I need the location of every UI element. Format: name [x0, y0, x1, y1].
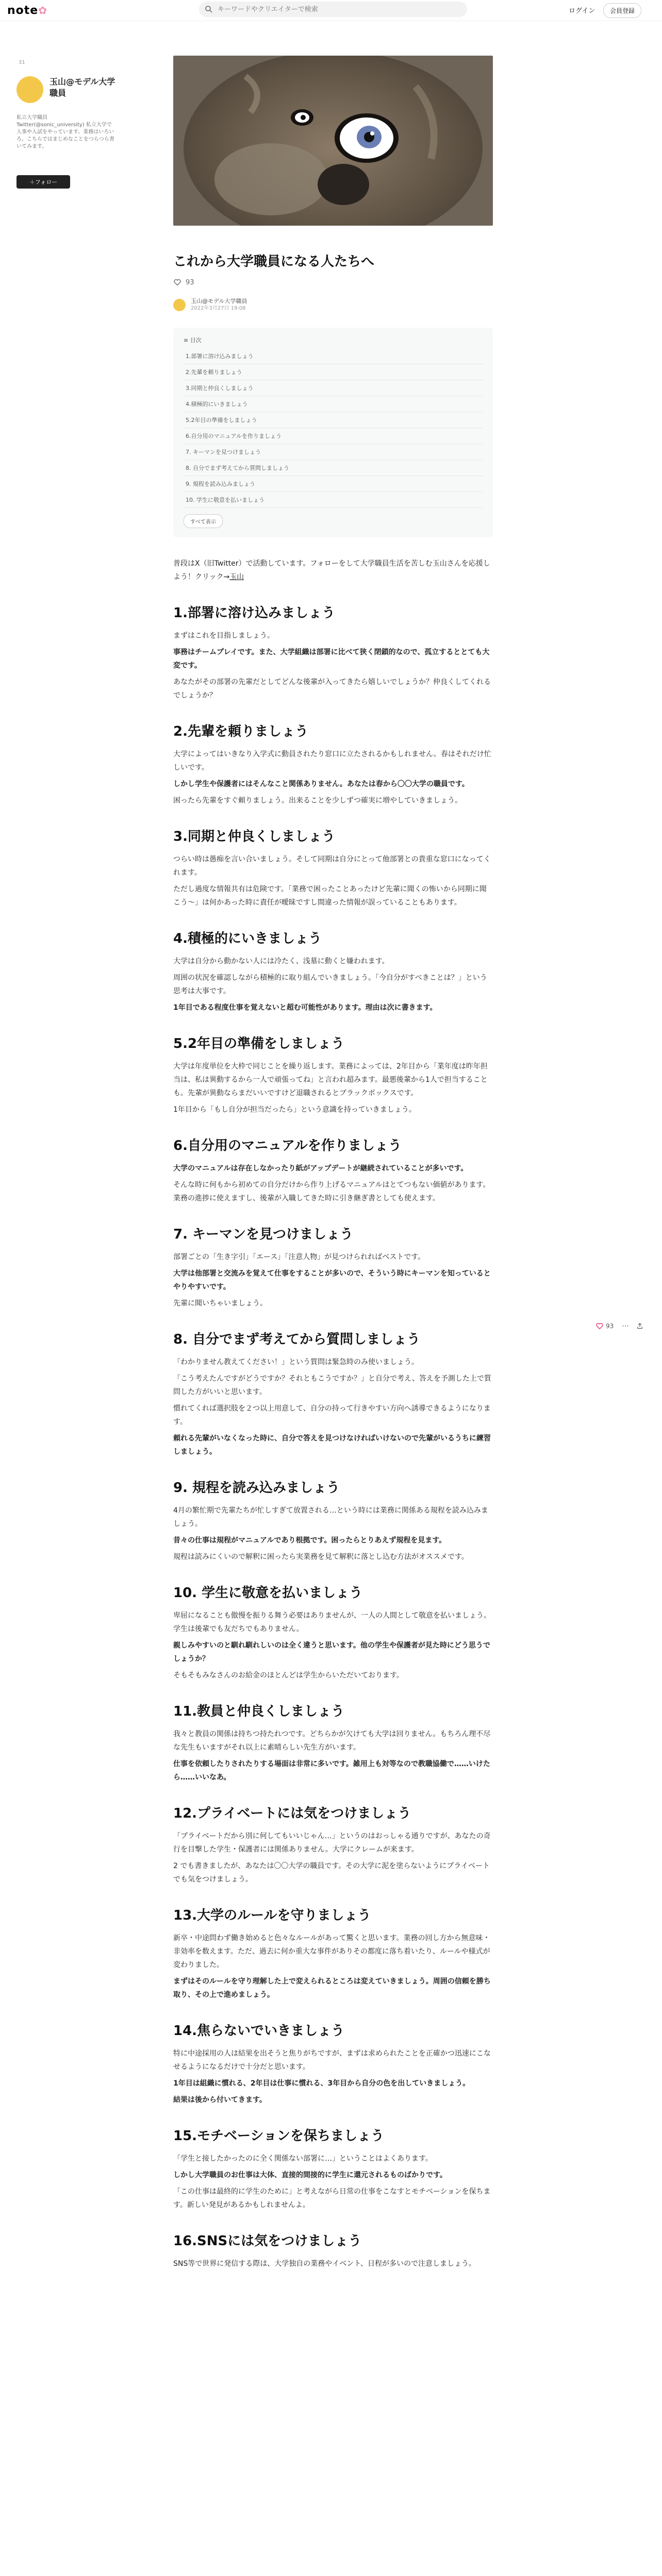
- article-section: [173, 604, 493, 702]
- article-section: [173, 2127, 493, 2212]
- article-title: これから大学職員になる人たちへ: [173, 254, 375, 269]
- section-paragraph: 2 でも書きましたが、あなたは〇〇大学の職員です。その大学に泥を塗らないようにプライベートでも気をつけましょう。: [173, 1862, 490, 1884]
- search-icon: [204, 5, 213, 14]
- section-paragraph: 1年目から「もし自分が担当だったら」という意識を持っていきましょう。: [173, 1106, 416, 1114]
- section-paragraph: 困ったら先輩をすぐ頼りましょう。出来ることを少しずつ確実に増やしていきましょう。: [173, 796, 462, 805]
- section-paragraph: 「プライベートだから別に何してもいいじゃん…」というのはおっしゃる通りですが、あなたの奇行を目撃した学生・保護者には関係ありません。大学にクレームが来ます。: [173, 1832, 491, 1854]
- section-heading: 8. 自分でまず考えてから質問しましょう: [173, 1332, 421, 1347]
- heart-icon[interactable]: [173, 278, 181, 286]
- post-date: 2022年3月27日 19:08: [191, 306, 246, 311]
- section-heading: 9. 規程を読み込みましょう: [173, 1480, 340, 1496]
- like-count: 93: [186, 278, 194, 286]
- section-paragraph: 1年目は組織に慣れる、2年目は仕事に慣れる、3年目から自分の色を出していきましょう。: [173, 2079, 470, 2088]
- toc-item[interactable]: 2.先輩を頼りましょう: [184, 364, 483, 380]
- article-section: [173, 1226, 493, 1310]
- section-paragraph: 昔々の仕事は規程がマニュアルであり根拠です。困ったらとりあえず規程を見ます。: [173, 1536, 446, 1545]
- section-paragraph: そもそもみなさんのお給金のほとんどは学生からいただいております。: [173, 1671, 404, 1680]
- raccoon-dog-photo: [173, 56, 493, 226]
- section-paragraph: しかし学生や保護者にはそんなこと関係ありません。あなたは春から〇〇大学の職員です。: [173, 780, 469, 788]
- section-paragraph: 卑屈になることも傲慢を振りる舞う必要はありませんが、一人の人間として敬意を払いましょう。学生は後輩でも友だちでもありません。: [173, 1612, 491, 1633]
- section-heading: 5.2年目の準備をしましょう: [173, 1036, 345, 1052]
- article-section: [173, 1035, 493, 1116]
- section-heading: 3.同期と仲良くしましょう: [173, 829, 335, 844]
- section-paragraph: 規程は読みにくいので解釈に困ったら実業務を見て解釈に落とし込む方法がオススメです。: [173, 1553, 469, 1561]
- follow-button[interactable]: ＋フォロー: [16, 175, 70, 189]
- toc-item[interactable]: 8. 自分でまず考えてから質問しましょう: [184, 460, 483, 476]
- article-section: [173, 2022, 493, 2107]
- section-paragraph: 我々と教員の関係は持ちつ持たれつです。どちらかが欠けても大学は回りません。もちろん理不尽な先生もいますがそれ以上に素晴らしい先生方がいます。: [173, 1730, 491, 1752]
- toc-item[interactable]: 7. キーマンを見つけましょう: [184, 444, 483, 460]
- author-row: [173, 298, 493, 312]
- section-heading: 4.積極的にいきましょう: [173, 931, 322, 946]
- section-paragraph: まずはそのルールを守り理解した上で変えられるところは変えていきましょう。周囲の信頼を勝ち取り、その上で進めましょう。: [173, 1977, 491, 1999]
- section-paragraph: 大学によってはいきなり入学式に動員されたり窓口に立たされるかもしれません。春はそれだけ忙しいです。: [173, 750, 491, 772]
- sidebar-count: 31: [19, 60, 25, 65]
- floating-like-count: 93: [606, 1323, 614, 1330]
- toc-item[interactable]: 6.自分用のマニュアルを作りましょう: [184, 428, 483, 444]
- section-heading: 6.自分用のマニュアルを作りましょう: [173, 1138, 402, 1154]
- section-paragraph: 頼れる先輩がいなくなった時に、自分で答えを見つけなければいけないので先輩がいるうちに練習しましょう。: [173, 1434, 491, 1456]
- section-heading: 7. キーマンを見つけましょう: [173, 1227, 354, 1242]
- section-paragraph: 「わかりません教えてください！」という質問は緊急時のみ使いましょう。: [173, 1358, 419, 1366]
- section-paragraph: あなたがその部署の先輩だとしてどんな後輩が入ってきたら嬉しいでしょうか？仲良くしてくれるでしょうか？: [173, 678, 491, 700]
- note-logo[interactable]: note✿: [7, 4, 47, 17]
- article-section: [173, 723, 493, 807]
- like-row: [173, 278, 493, 286]
- section-paragraph: 特に中途採用の人は結果を出そうと焦りがちですが、まずは求められたことを正確かつ迅速にこなせるようになるだけで十分だと思います。: [173, 2049, 491, 2071]
- intro-link[interactable]: 玉山: [229, 573, 244, 581]
- article-section: [173, 1331, 493, 1459]
- section-paragraph: ただし過度な情報共有は危険です。「業務で困ったことあったけど先輩に聞くの怖いから同期に聞こう～」は何かあった時に責任が曖昧ですし間違った情報が誤っていることもあります。: [173, 885, 487, 907]
- floating-actions: [595, 1322, 643, 1330]
- section-paragraph: 1年目である程度仕事を覚えないと超む可能性があります。理由は次に書きます。: [173, 1004, 437, 1012]
- article-section: [173, 828, 493, 909]
- section-paragraph: 先輩に聞いちゃいましょう。: [173, 1299, 267, 1308]
- toc-title: ≡ 目次: [184, 337, 202, 344]
- top-header: [0, 0, 662, 21]
- article-section: [173, 1907, 493, 2002]
- toc-item[interactable]: 9. 規程を読み込みましょう: [184, 476, 483, 492]
- section-paragraph: 慣れてくれば選択肢を２つ以上用意して、自分の持って行きやすい方向へ誘導できるようになります。: [173, 1404, 491, 1426]
- section-paragraph: 事務はチームプレイです。また、大学組織は部署に比べて狭く閉鎖的なので、孤立するととても大変です。: [173, 648, 490, 670]
- section-heading: 13.大学のルールを守りましょう: [173, 1908, 371, 1923]
- article-section: [173, 1703, 493, 1784]
- creator-avatar[interactable]: [16, 76, 43, 103]
- section-heading: 14.焦らないでいきましょう: [173, 2023, 345, 2039]
- hero-image: [173, 56, 493, 226]
- section-paragraph: 4月の繁忙期で先輩たちが忙しすぎて放置される…という時には業務に関係ある規程を読み込みましょう。: [173, 1506, 488, 1528]
- login-link[interactable]: ログイン: [569, 7, 595, 15]
- creator-name[interactable]: 玉山@モデル大学職員: [49, 77, 115, 98]
- section-heading: 2.先輩を頼りましょう: [173, 724, 308, 739]
- search-bar[interactable]: [199, 2, 467, 17]
- section-paragraph: 「この仕事は最終的に学生のために」と考えながら日常の仕事をこなすとモチベーションを保ちます。新しい発見があるかもしれませんよ。: [173, 2188, 491, 2209]
- toc-item[interactable]: 3.同期と仲良くしましょう: [184, 380, 483, 396]
- article-section: [173, 1584, 493, 1682]
- share-icon[interactable]: [636, 1323, 643, 1330]
- article-section: [173, 1137, 493, 1205]
- section-paragraph: つらい時は愚痴を言い合いましょう。そして同期は自分にとって他部署との貴重な窓口になってくれます。: [173, 855, 491, 877]
- signup-button[interactable]: 会員登録: [603, 3, 641, 18]
- author-avatar[interactable]: [173, 299, 186, 311]
- toc-item[interactable]: 4.積極的にいきましょう: [184, 396, 483, 412]
- article-section: [173, 1479, 493, 1564]
- section-paragraph: そんな時に何もから初めての自分だけから作り上げるマニュアルはとてつもない価値があります。業務の進捗に使えますし、後輩が入職してきた時に引き継ぎ書としても使えます。: [173, 1181, 490, 1202]
- toc-item[interactable]: 10. 学生に敬意を払いましょう: [184, 492, 483, 508]
- article-section: [173, 930, 493, 1014]
- section-heading: 16.SNSには気をつけましょう: [173, 2233, 362, 2249]
- author-name[interactable]: 玉山@モデル大学職員: [191, 298, 247, 304]
- toc-list: [184, 348, 483, 508]
- section-paragraph: SNS等で世界に発信する際は、大学独自の業務やイベント、日程が多いので注意しましょう。: [173, 2260, 476, 2268]
- more-menu-icon[interactable]: ⋯: [622, 1322, 630, 1330]
- section-paragraph: 大学は年度単位を大枠で同じことを繰り返します。業務によっては、2年目から「業年度は昨年担当は、私は異動するから一人で頑張ってね」と言われ超みます。最悪後輩から1人で担当することも。先輩が異動ならまだいいですけど退職されるとブラックボックスです。: [173, 1062, 488, 1097]
- section-paragraph: 大学は他部署と交流みを覚えて仕事をすることが多いので、そういう時にキーマンを知っているとやりやすいです。: [173, 1269, 491, 1291]
- toc-show-all-button[interactable]: すべて表示: [184, 514, 223, 528]
- section-paragraph: 「学生と接したかったのに全く関係ない部署に…」ということはよくあります。: [173, 2155, 433, 2163]
- section-paragraph: 「こう考えたんですがどうですか？それともこうですか？」と自分で考え、答えを予測した上で質問した方がいいと思います。: [173, 1375, 491, 1396]
- section-heading: 1.部署に溶け込みましょう: [173, 605, 335, 621]
- section-paragraph: 部署ごとの「生き字引」「エース」「注意人物」が見つけられればベストです。: [173, 1253, 425, 1261]
- section-paragraph: まずはこれを目指しましょう。: [173, 632, 274, 640]
- article-body: [173, 604, 493, 2270]
- section-paragraph: しかし大学職員のお仕事は大体、直接的間接的に学生に還元されるものばかりです。: [173, 2171, 447, 2179]
- search-input[interactable]: [217, 5, 456, 14]
- section-heading: 10. 学生に敬意を払いましょう: [173, 1585, 363, 1601]
- section-paragraph: 大学のマニュアルは存在しなかったり紙がアップデートが継続されていることが多いです。: [173, 1164, 468, 1173]
- section-paragraph: 結果は後から付いてきます。: [173, 2096, 267, 2104]
- section-paragraph: 新卒・中途問わず働き始めると色々なルールがあって驚くと思います。業務の回し方から無意味・非効率を数えます。ただ、過去に何か重大な事件がありその都度に落ち着いたり、ルールや様式が変わりました。: [173, 1934, 490, 1969]
- table-of-contents: [173, 328, 493, 537]
- intro-text: 普段はX（旧Twitter）で活動しています。フォローをして大学職員生活を苦しむ玉山さんを応援しよう！クリック→玉山: [173, 560, 490, 581]
- section-paragraph: 親しみやすいのと馴れ馴れしいのは全く違うと思います。他の学生や保護者が見た時にどう思うでしょうか？: [173, 1641, 490, 1663]
- section-heading: 12.プライベートには気をつけましょう: [173, 1806, 411, 1821]
- section-heading: 15.モチベーションを保ちましょう: [173, 2128, 385, 2144]
- creator-description: 私立大学職員 Twitter(@sonic_university) 私立大学で人事や入試をやっています。業務はいろいろ。こちらではまじめなことをつらつら書いてみます。: [16, 115, 114, 149]
- article: [173, 56, 493, 2274]
- section-paragraph: 仕事を依頼したりされたりする場面は非常に多いです。雑用上も対等なので教職協働で……いけたら……いいなあ。: [173, 1760, 490, 1782]
- section-heading: 11.教員と仲良くしましょう: [173, 1704, 345, 1719]
- floating-heart-icon[interactable]: [595, 1322, 604, 1330]
- toc-item[interactable]: 1.部署に溶け込みましょう: [184, 348, 483, 364]
- toc-item[interactable]: 5.2年目の準備をしましょう: [184, 412, 483, 428]
- article-section: [173, 1805, 493, 1886]
- article-section: [173, 2232, 493, 2270]
- section-paragraph: 大学は自分から動かない人には冷たく、浅墓に動くと嫌われます。: [173, 957, 389, 965]
- section-paragraph: 周囲の状況を確認しながら積極的に取り組んでいきましょう。「今自分がすべきことは？」という思考は大事です。: [173, 974, 487, 995]
